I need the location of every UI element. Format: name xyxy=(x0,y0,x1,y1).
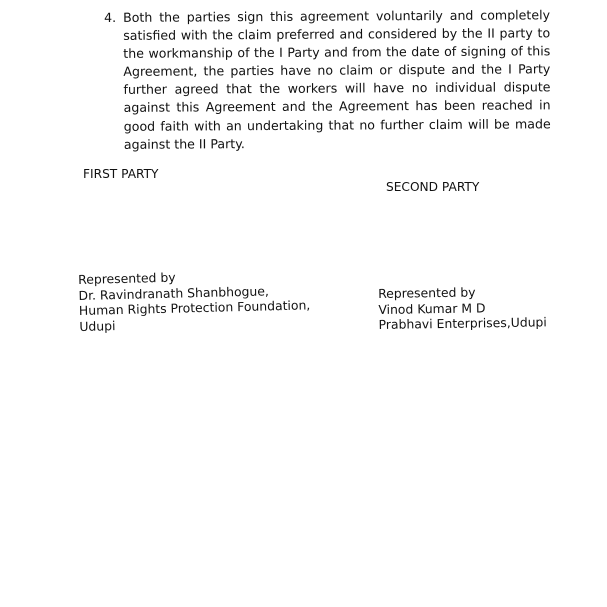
second-party-organization: Prabhavi Enterprises,Udupi xyxy=(378,314,547,333)
first-party-heading: FIRST PARTY xyxy=(83,167,159,181)
clause-number: 4. xyxy=(104,9,117,25)
first-party-signature-block xyxy=(78,266,311,334)
second-party-signature-block xyxy=(378,283,547,332)
first-party-place: Udupi xyxy=(79,317,116,334)
second-party-represented-by: Represented by xyxy=(378,284,476,301)
second-party-name: Vinod Kumar M D xyxy=(378,299,486,317)
second-party-heading: SECOND PARTY xyxy=(386,180,480,194)
first-party-represented-by: Represented by xyxy=(78,269,176,287)
first-party-organization: Human Rights Protection Foundation, xyxy=(78,297,311,319)
clause-text: Both the parties sign this agreement voluntarily and completely satisfied with the claim preferred and considered by the II party to the workmanship of the I Party and from the date of signing of this Agreement, the parties have no claim or dispute and the I Party further agreed that the workers will have no individual dispute against this Agreement and the Agreement has been reached in good faith with an undertaking that no further claim will be made against the II Party. xyxy=(123,7,551,152)
clause-4 xyxy=(104,6,551,153)
first-party-name: Dr. Ravindranath Shanbhogue, xyxy=(78,282,270,303)
